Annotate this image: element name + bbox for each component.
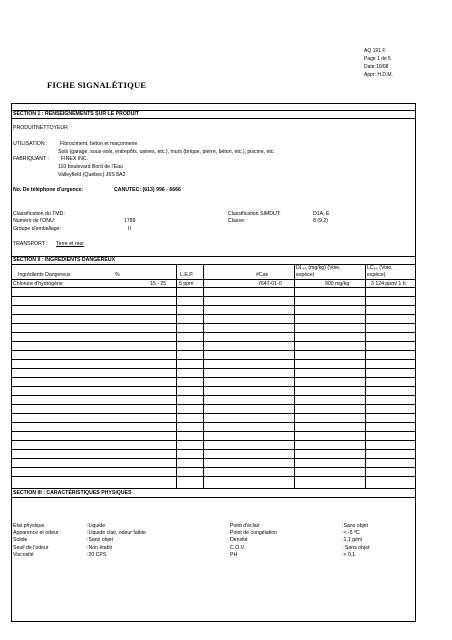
row-line — [11, 395, 416, 396]
doc-code: AQ 191 F — [364, 48, 386, 54]
col-lep: L.E.P. — [180, 272, 194, 278]
class-value: 8 (9.2) — [313, 218, 328, 224]
prop-value: :Liquide — [87, 523, 106, 529]
row-line — [11, 350, 416, 351]
maker-label: FABRIQUANT : — [13, 156, 49, 162]
prop-value: :Non établi — [87, 545, 112, 551]
row-line — [11, 422, 416, 423]
section1-heading: SECTION 1 : RENSEIGNEMENTS SUR LE PRODUIT — [13, 111, 139, 117]
table-cell-ingredient: Chlorure d'hydrogène — [13, 281, 63, 287]
row-line — [11, 323, 416, 324]
prop-value: :20 CPS — [87, 552, 107, 558]
row-line — [11, 449, 416, 450]
prop-label: Point de congélation — [230, 530, 278, 536]
prop-label: Seuil de l'odeur — [13, 545, 49, 551]
row-line — [11, 332, 416, 333]
page-number: Page 1 de 5 — [364, 56, 391, 62]
prop-label: PH — [230, 552, 238, 558]
row-line — [11, 279, 416, 280]
doc-approval: Appr: H.D.M. — [364, 72, 393, 78]
row-line — [11, 296, 416, 297]
col-percent: % — [115, 272, 120, 278]
group-value: II — [128, 226, 131, 232]
row-line — [11, 440, 416, 441]
prop-label: Apparence et odeur — [13, 530, 59, 536]
prop-value: :< 0,1 — [342, 552, 356, 558]
col-dl50-line2: espèce) — [296, 272, 315, 278]
prop-label: C.O.V. — [230, 545, 246, 551]
table-cell-cas: 7647-01-0 — [258, 281, 282, 287]
col-ingredient: Ingrédients Dangereux — [18, 272, 71, 278]
row-line — [11, 377, 416, 378]
prop-value: :< -5 ºC — [342, 530, 360, 536]
col-cas: #Cas — [256, 272, 269, 278]
use-line1: Fibrociment, béton et maçonnerie — [60, 141, 138, 147]
row-line — [11, 314, 416, 315]
divider — [11, 264, 416, 265]
table-cell-dl50: 900 mg/kg — [325, 281, 350, 287]
tmd-label: Classification du TMD: — [13, 211, 65, 217]
row-line — [11, 458, 416, 459]
row-line — [11, 305, 416, 306]
use-line2: Sols (garage, sous-sols, entrepôts, usines, etc.), murs (brique, pierre, béton, etc.), piscine, etc. — [58, 149, 275, 155]
table-cell-lep: 5 ppm — [179, 281, 194, 287]
column-divider — [203, 264, 204, 488]
row-line — [11, 368, 416, 369]
section2-heading: SECTION II : INGRÉDIENTS DANGEREUX — [13, 257, 116, 263]
row-line — [11, 431, 416, 432]
row-line — [11, 341, 416, 342]
column-divider — [365, 264, 366, 488]
row-line — [11, 386, 416, 387]
column-divider — [294, 264, 295, 488]
table-cell-lc50: 3 124 ppm/ 1 h — [371, 281, 406, 287]
page-title: FICHE SIGNALÉTIQUE — [47, 80, 147, 90]
col-lc50-line2: espèce) — [367, 272, 386, 278]
group-label: Groupe d'emballage: — [13, 226, 61, 232]
prop-value: : Sans objet — [342, 545, 370, 551]
row-line — [11, 287, 416, 288]
prop-value: :Liquide clair, odeur faible — [87, 530, 146, 536]
row-line — [11, 404, 416, 405]
divider — [11, 497, 416, 498]
maker-address-2: Valleyfield (Québec) J6S 8A2 — [58, 172, 126, 178]
section3-heading: SECTION III : CARACTÉRISTIQUES PHYSIQUES — [13, 490, 132, 496]
maker-name: FINEX INC. — [61, 156, 89, 162]
row-line — [11, 476, 416, 477]
onu-label: Numéro de l'ONU: — [13, 218, 56, 224]
col-lc50-line1: LC₅₀ (Voie, — [367, 265, 393, 271]
row-line — [11, 467, 416, 468]
product-value: NETTOYEUR — [36, 125, 68, 131]
prop-label: Point d'éclair — [230, 523, 260, 529]
onu-value: 1789 — [124, 218, 136, 224]
product-label: PRODUIT: — [13, 125, 38, 131]
row-line — [11, 359, 416, 360]
prop-value: :Sans objet — [87, 537, 113, 543]
prop-value: :1,1 g/ml — [342, 537, 362, 543]
divider — [11, 488, 416, 489]
phone-value: CANUTEC: (613) 996 - 6666 — [114, 187, 181, 193]
column-divider — [176, 264, 177, 488]
row-line — [11, 413, 416, 414]
phone-label: No. De téléphone d'urgence: — [13, 187, 84, 193]
doc-date: Date:10/08 — [364, 64, 389, 70]
divider — [11, 118, 416, 119]
col-dl50-line1: DL₅₀ (mg/kg) (Voie, — [296, 265, 341, 271]
prop-label: Densité — [230, 537, 248, 543]
prop-label: Viscosité — [13, 552, 34, 558]
maker-address-1: 110 boulevard Bord de l'Eau — [58, 164, 123, 170]
transport-value: Terre et mer — [56, 241, 84, 247]
prop-label: Solide — [13, 537, 28, 543]
class-label: Classe: — [228, 218, 246, 224]
use-label: UTILISATION : — [13, 141, 48, 147]
simdut-value: D1A, E — [313, 211, 330, 217]
simdut-label: Classification SIMDUT: — [228, 211, 281, 217]
table-cell-percent: 15 - 25 — [150, 281, 167, 287]
prop-value: :Sans objet — [342, 523, 368, 529]
transport-label: TRANSPORT : — [13, 241, 48, 247]
prop-label: État physique — [13, 523, 45, 529]
